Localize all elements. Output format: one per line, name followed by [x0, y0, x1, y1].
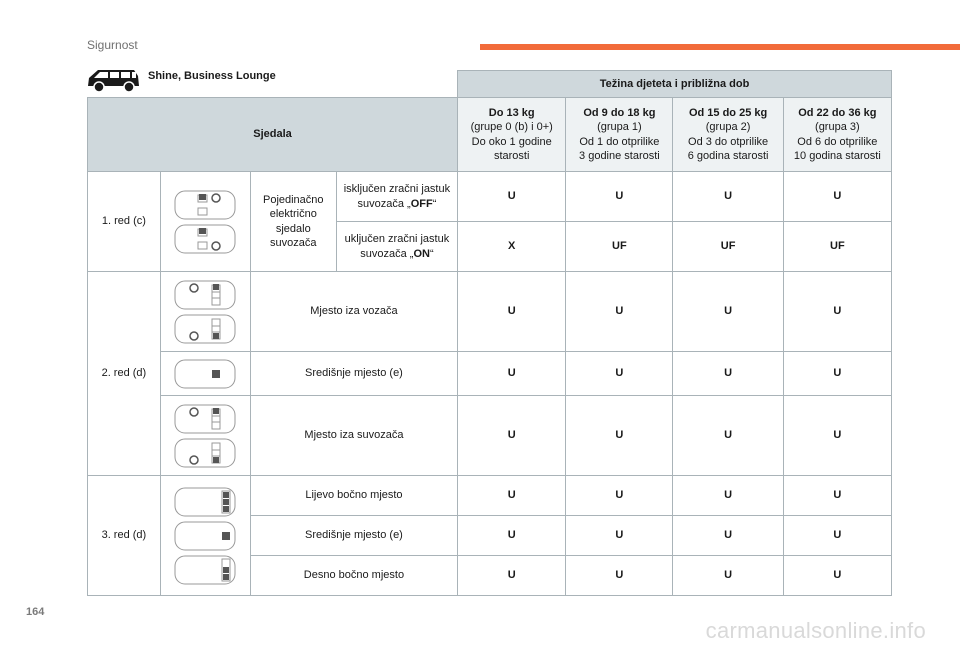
airbag-on-condition: uključen zračni jastuk suvozača „ON“: [336, 222, 457, 272]
rear-seat-icon: [174, 314, 236, 344]
suitability-value: U: [458, 172, 566, 222]
row-label: 2. red (d): [88, 272, 161, 476]
row-label: 3. red (d): [88, 476, 161, 596]
rear-seat-icon: [174, 404, 236, 434]
suitability-value: U: [458, 556, 566, 596]
seat-diagram: [160, 396, 250, 476]
suitability-value: U: [566, 476, 673, 516]
suitability-value: U: [458, 516, 566, 556]
seat-name: Središnje mjesto (e): [250, 352, 457, 396]
third-row-right-seat-icon: [174, 555, 236, 585]
suitability-value: U: [783, 516, 891, 556]
row-label: 1. red (c): [88, 172, 161, 272]
airbag-off-condition: isključen zračni jastuk suvozača „OFF“: [336, 172, 457, 222]
seat-diagram: [160, 476, 250, 596]
rear-seat-icon: [174, 438, 236, 468]
suitability-value: U: [673, 396, 783, 476]
suitability-value: U: [566, 172, 673, 222]
suitability-value: U: [458, 352, 566, 396]
seat-diagram: [160, 272, 250, 352]
rear-seat-icon: [174, 280, 236, 310]
seat-diagram: [160, 172, 250, 272]
page-number: 164: [26, 606, 45, 618]
suitability-value: U: [673, 272, 783, 352]
group-header: Od 15 do 25 kg (grupa 2) Od 3 do otprilike 6 godina starosti: [673, 98, 783, 172]
suitability-value: UF: [673, 222, 783, 272]
front-passenger-seat-icon: [174, 190, 236, 220]
suitability-value: U: [673, 172, 783, 222]
suitability-value: U: [566, 556, 673, 596]
group-header: Od 9 do 18 kg (grupa 1) Od 1 do otprilike 3 godine starosti: [566, 98, 673, 172]
weight-header: Težina djeteta i približna dob: [458, 71, 892, 98]
suitability-value: U: [783, 396, 891, 476]
suitability-value: U: [673, 476, 783, 516]
suitability-value: U: [783, 172, 891, 222]
front-passenger-seat-icon: [174, 224, 236, 254]
group-header: Do 13 kg (grupe 0 (b) i 0+) Do oko 1 godine starosti: [458, 98, 566, 172]
group-header: Od 22 do 36 kg (grupa 3) Od 6 do otprilike 10 godina starosti: [783, 98, 891, 172]
seat-name: Lijevo bočno mjesto: [250, 476, 457, 516]
seat-name: Pojedinačno električno sjedalo suvozača: [250, 172, 336, 272]
suitability-value: U: [783, 272, 891, 352]
suitability-value: U: [458, 272, 566, 352]
vehicle-trim: Shine, Business Lounge: [148, 70, 276, 82]
seat-name: Središnje mjesto (e): [250, 516, 457, 556]
suitability-value: U: [458, 476, 566, 516]
suitability-value: U: [458, 396, 566, 476]
seat-diagram: [160, 352, 250, 396]
seat-name: Desno bočno mjesto: [250, 556, 457, 596]
section-title: Sigurnost: [87, 38, 138, 52]
suitability-value: U: [783, 556, 891, 596]
seat-name: Mjesto iza vozača: [250, 272, 457, 352]
rear-center-seat-icon: [174, 359, 236, 389]
suitability-value: U: [566, 396, 673, 476]
suitability-value: U: [783, 352, 891, 396]
seats-header: Sjedala: [88, 98, 458, 172]
third-row-center-seat-icon: [174, 521, 236, 551]
suitability-value: UF: [566, 222, 673, 272]
suitability-value: U: [783, 476, 891, 516]
third-row-left-seat-icon: [174, 487, 236, 517]
seat-name: Mjesto iza suvozača: [250, 396, 457, 476]
suitability-value: UF: [783, 222, 891, 272]
suitability-value: U: [566, 272, 673, 352]
suitability-value: U: [566, 352, 673, 396]
suitability-value: U: [673, 516, 783, 556]
section-accent-bar: [480, 44, 960, 50]
child-seat-table: [87, 70, 892, 596]
suitability-value: U: [673, 352, 783, 396]
watermark: carmanualsonline.info: [705, 618, 926, 643]
suitability-value: X: [458, 222, 566, 272]
suitability-value: U: [566, 516, 673, 556]
suitability-value: U: [673, 556, 783, 596]
